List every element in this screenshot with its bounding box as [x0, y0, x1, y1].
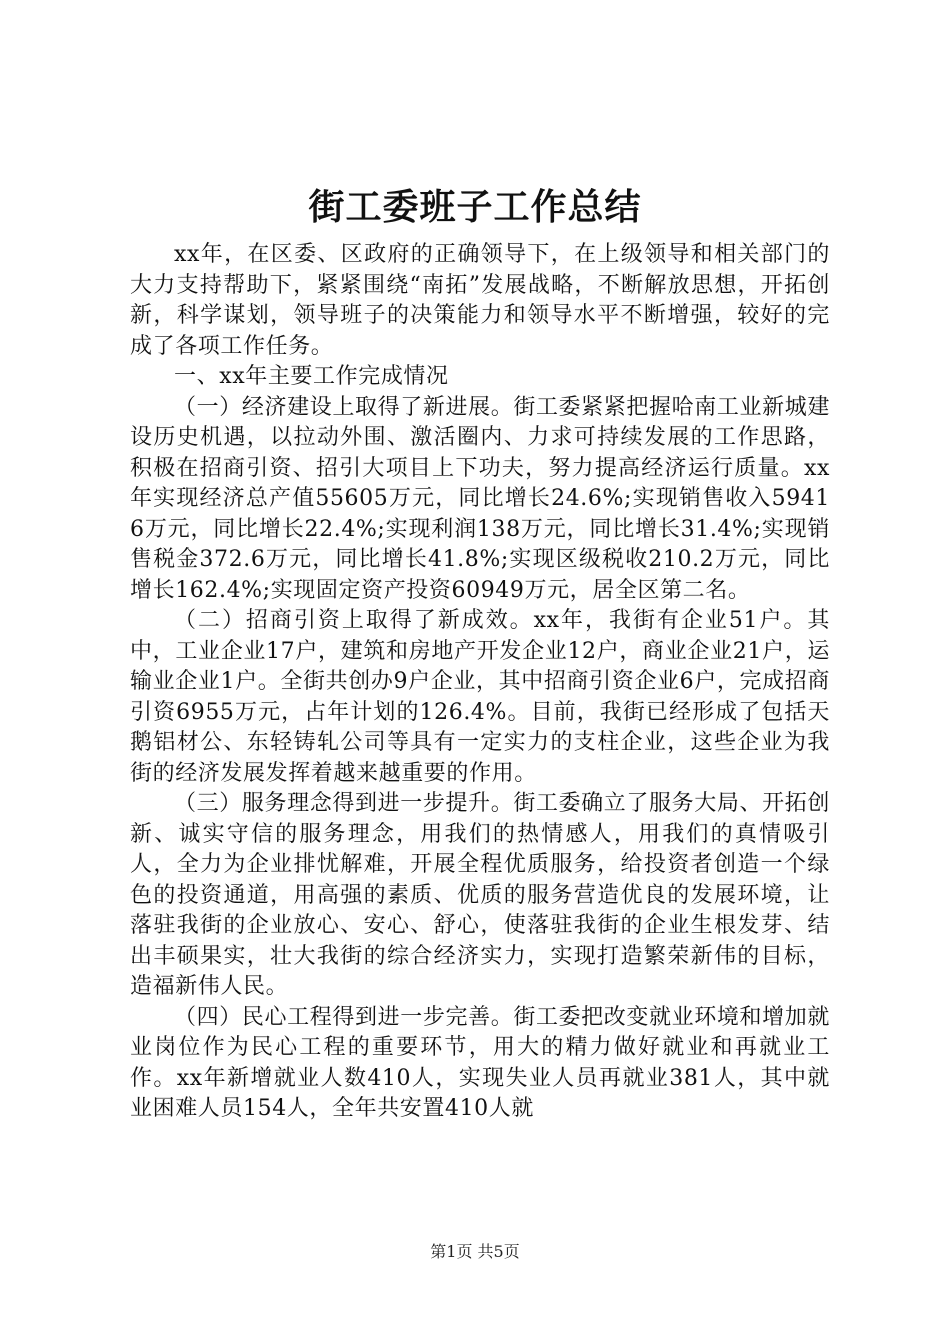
document-body: [130, 240, 830, 1125]
paragraph-economic-construction: （一）经济建设上取得了新进展。街工委紧紧把握哈南工业新城建设历史机遇，以拉动外围、激活圈内、力求可持续发展的工作思路，积极在招商引资、招引大项目上下功夫，努力提高经济运行质量。xx年实现经济总产值55605万元，同比增长24.6%;实现销售收入59416万元，同比增长22.4%;实现利润138万元，同比增长31.4%;实现销售税金372.6万元，同比增长41.8%;实现区级税收210.2万元，同比增长162.4%;实现固定资产投资60949万元，居全区第二名。: [130, 394, 830, 603]
page-footer: [0, 1241, 950, 1263]
paragraph-intro: xx年，在区委、区政府的正确领导下，在上级领导和相关部门的大力支持帮助下，紧紧围绕“南拓”发展战略，不断解放思想，开拓创新，科学谋划，领导班子的决策能力和领导水平不断增强，较好的完成了各项工作任务。: [130, 242, 830, 359]
document-title: 街工委班子工作总结: [308, 186, 642, 228]
paragraph-livelihood-project: （四）民心工程得到进一步完善。街工委把改变就业环境和增加就业岗位作为民心工程的重要环节，用大的精力做好就业和再就业工作。xx年新增就业人数410人，实现失业人员再就业381人，其中就业困难人员154人，全年共安置410人就: [130, 1004, 830, 1121]
paragraph-service-concept: （三）服务理念得到进一步提升。街工委确立了服务大局、开拓创新、诚实守信的服务理念，用我们的热情感人，用我们的真情吸引人，全力为企业排忧解难，开展全程优质服务，给投资者创造一个绿色的投资通道，用高强的素质、优质的服务营造优良的发展环境，让落驻我街的企业放心、安心、舒心，使落驻我街的企业生根发芽、结出丰硕果实，壮大我街的综合经济实力，实现打造繁荣新伟的目标，造福新伟人民。: [130, 791, 830, 999]
page-number: 第1页 共5页: [430, 1242, 520, 1261]
paragraph-investment-attraction: （二）招商引资上取得了新成效。xx年，我街有企业51户。其中，工业企业17户，建筑和房地产开发企业12户，商业企业21户，运输业企业1户。全街共创办9户企业，其中招商引资企业6户，完成招商引资6955万元，占年计划的126.4%。目前，我街已经形成了包括天鹅铝材公、东轻铸轧公司等具有一定实力的支柱企业，这些企业为我街的经济发展发挥着越来越重要的作用。: [130, 608, 830, 786]
section-heading-main-work: 一、xx年主要工作完成情况: [174, 364, 449, 389]
